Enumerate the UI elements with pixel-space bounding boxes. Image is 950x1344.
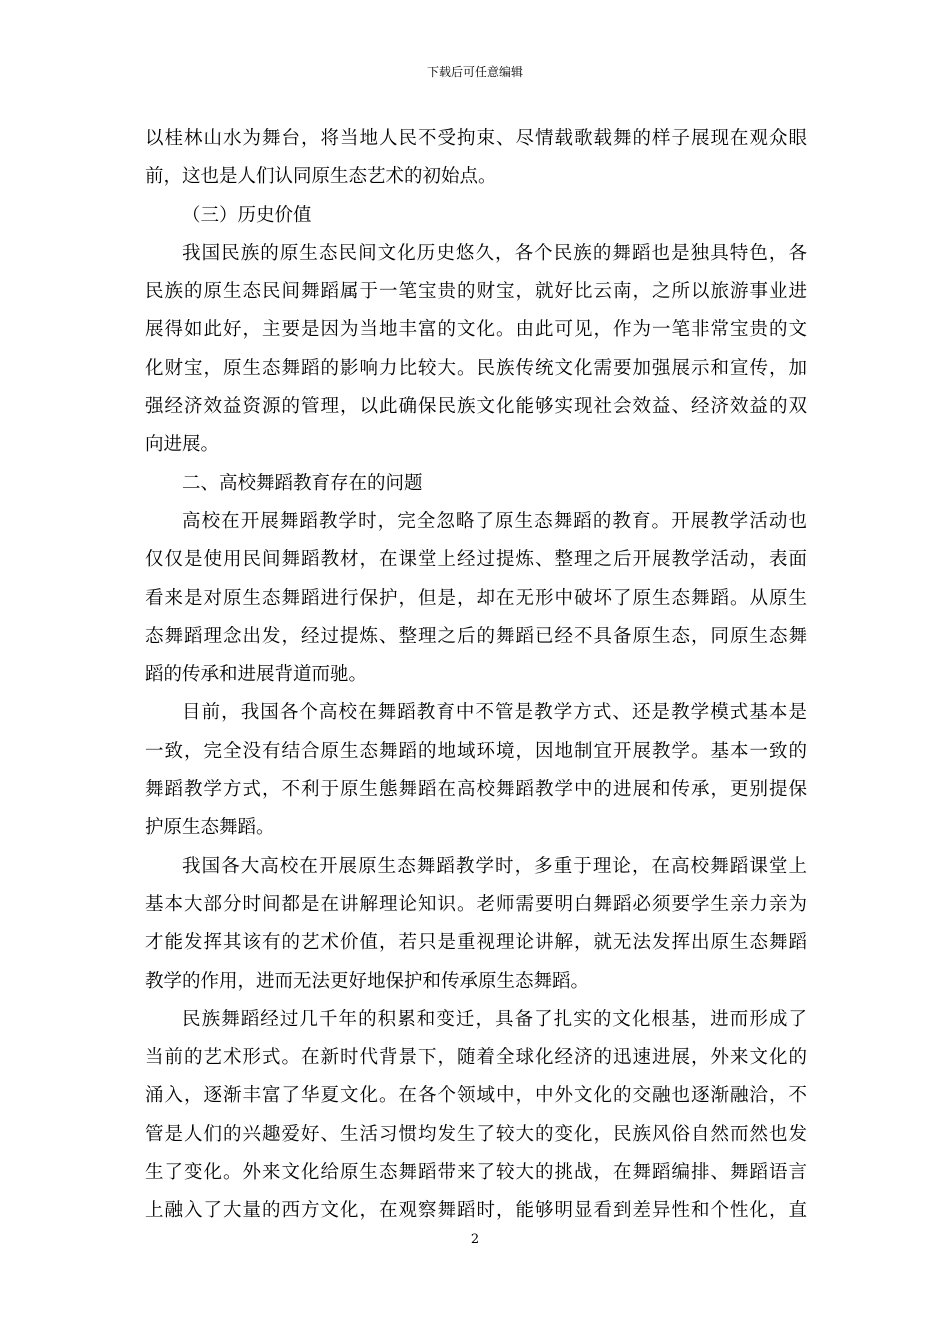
text-line: 高校在开展舞蹈教学时，完全忽略了原生态舞蹈的教育。开展教学活动也: [182, 510, 807, 532]
text-line: 态舞蹈理念出发，经过提炼、整理之后的舞蹈已经不具备原生态，同原生态舞: [145, 625, 807, 647]
text-line: （三）历史价值: [182, 204, 312, 226]
page-number: 2: [470, 1232, 480, 1247]
text-line: 管是人们的兴趣爱好、生活习惯均发生了较大的变化，民族风俗自然而然也发: [145, 1123, 807, 1145]
text-line: 教学的作用，进而无法更好地保护和传承原生态舞蹈。: [145, 970, 590, 992]
text-line: 以桂林山水为舞台，将当地人民不受拘束、尽情载歌载舞的样子展现在观众眼: [145, 128, 807, 149]
text-line: 护原生态舞蹈。: [145, 817, 275, 839]
text-line: 二、高校舞蹈教育存在的问题: [182, 472, 423, 494]
text-line: 涌入，逐渐丰富了华夏文化。在各个领域中，中外文化的交融也逐渐融洽，不: [145, 1085, 807, 1107]
text-line: 我国各大高校在开展原生态舞蹈教学时，多重于理论，在高校舞蹈课堂上: [182, 855, 807, 877]
text-line: 民族舞蹈经过几千年的积累和变迁，具备了扎实的文化根基，进而形成了: [182, 1008, 807, 1030]
text-line: 才能发挥其该有的艺术价值，若只是重视理论讲解，就无法发挥出原生态舞蹈: [145, 932, 807, 954]
text-line: 上融入了大量的西方文化，在观察舞蹈时，能够明显看到差异性和个性化，直: [145, 1200, 807, 1222]
text-line: 基本大部分时间都是在讲解理论知识。老师需要明白舞蹈必须要学生亲力亲为: [145, 893, 807, 915]
text-line: 仅仅是使用民间舞蹈教材，在课堂上经过提炼、整理之后开展教学活动，表面: [145, 549, 807, 571]
text-line: 蹈的传承和进展背道而驰。: [145, 664, 368, 686]
page-header: 下载后可任意编辑: [426, 65, 523, 79]
text-line: 生了变化。外来文化给原生态舞蹈带来了较大的挑战，在舞蹈编排、舞蹈语言: [145, 1162, 807, 1184]
text-line: 看来是对原生态舞蹈进行保护，但是，却在无形中破坏了原生态舞蹈。从原生: [145, 587, 807, 609]
text-line: 目前，我国各个高校在舞蹈教育中不管是教学方式、还是教学模式基本是: [182, 702, 807, 724]
text-line: 展得如此好，主要是因为当地丰富的文化。由此可见，作为一笔非常宝贵的文: [145, 319, 807, 341]
text-line: 一致，完全没有结合原生态舞蹈的地域环境，因地制宜开展教学。基本一致的: [145, 740, 807, 762]
text-line: 强经济效益资源的管理，以此确保民族文化能够实现社会效益、经济效益的双: [145, 396, 807, 418]
text-line: 我国民族的原生态民间文化历史悠久，各个民族的舞蹈也是独具特色，各: [182, 242, 807, 264]
text-line: 化财宝，原生态舞蹈的影响力比较大。民族传统文化需要加强展示和宣传，加: [145, 357, 807, 379]
text-line: 向进展。: [145, 434, 220, 456]
text-line: 前，这也是人们认同原生态艺术的初始点。: [145, 166, 497, 188]
text-line: 舞蹈教学方式，不利于原生態舞蹈在高校舞蹈教学中的进展和传承，更别提保: [145, 779, 807, 801]
text-line: 民族的原生态民间舞蹈属于一笔宝贵的财宝，就好比云南，之所以旅游事业进: [145, 281, 807, 303]
document-body: [145, 120, 807, 1231]
text-line: 当前的艺术形式。在新时代背景下，随着全球化经济的迅速进展，外来文化的: [145, 1047, 807, 1069]
